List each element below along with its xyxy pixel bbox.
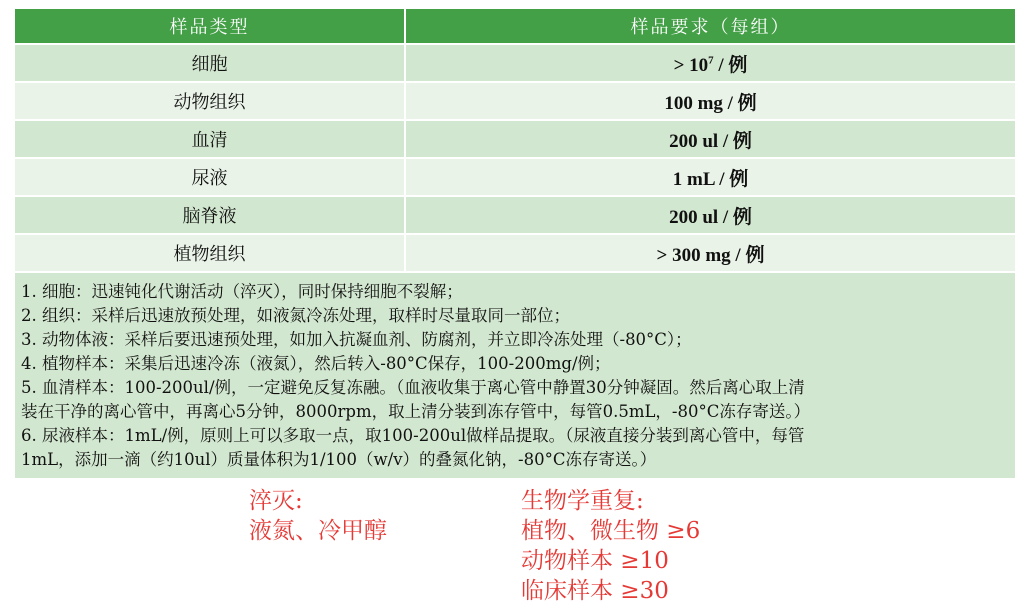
quench-item: 液氮、冷甲醇 <box>249 518 387 544</box>
table-header-row <box>15 9 1015 44</box>
sample-type-cell: 动物组织 <box>15 82 405 120</box>
sample-requirements-sheet <box>15 9 1015 478</box>
sample-notes <box>15 271 1015 478</box>
requirement-cell <box>405 44 1015 82</box>
note-line: 6. 尿液样本：1mL/例，原则上可以多取一点，取100-200ul做样品提取。（尿液直接分装到离心管中，每管 <box>21 426 805 445</box>
requirement-cell: 100 mg / 例 <box>405 82 1015 120</box>
column-header-sample-requirement: 样品要求（每组） <box>405 9 1015 44</box>
sample-type-cell: 植物组织 <box>15 234 405 271</box>
bio-rep-item: 动物样本 ≥10 <box>521 548 669 574</box>
note-line: 装在干净的离心管中，再离心5分钟，8000rpm，取上清分装到冻存管中，每管0.5mL，-80°C冻存寄送。） <box>21 402 811 421</box>
bio-rep-item: 临床样本 ≥30 <box>521 578 669 604</box>
table-row <box>15 196 1015 234</box>
requirement-cell: 200 ul / 例 <box>405 196 1015 234</box>
table-row <box>15 158 1015 196</box>
sample-requirements-table <box>15 9 1015 271</box>
column-header-sample-type: 样品类型 <box>15 9 405 44</box>
requirement-cell: 200 ul / 例 <box>405 120 1015 158</box>
sample-type-cell: 血清 <box>15 120 405 158</box>
quench-callout <box>249 486 387 546</box>
sample-type-cell: 尿液 <box>15 158 405 196</box>
table-row <box>15 44 1015 82</box>
note-line: 5. 血清样本：100-200ul/例，一定避免反复冻融。（血液收集于离心管中静置30分钟凝固。然后离心取上清 <box>21 378 805 397</box>
requirement-exponent: 7 <box>708 54 714 67</box>
note-line: 2. 组织：采样后迅速放预处理，如液氮冷冻处理，取样时尽量取同一部位； <box>21 306 570 325</box>
note-line: 1. 细胞：迅速钝化代谢活动（淬灭），同时保持细胞不裂解； <box>21 282 463 301</box>
sample-type-cell: 细胞 <box>15 44 405 82</box>
table-row <box>15 120 1015 158</box>
table-row <box>15 234 1015 271</box>
requirement-cell: > 300 mg / 例 <box>405 234 1015 271</box>
note-line: 3. 动物体液：采样后要迅速预处理，如加入抗凝血剂、防腐剂，并立即冷冻处理（-80°C）； <box>21 330 692 349</box>
requirement-cell: 1 mL / 例 <box>405 158 1015 196</box>
bio-rep-title: 生物学重复: <box>521 488 644 514</box>
sample-type-cell: 脑脊液 <box>15 196 405 234</box>
note-line: 4. 植物样本：采集后迅速冷冻（液氮），然后转入-80°C保存，100-200mg/例； <box>21 354 611 373</box>
note-line: 1mL，添加一滴（约10ul）质量体积为1/100（w/v）的叠氮化钠，-80°C冻存寄送。） <box>21 450 657 469</box>
table-row <box>15 82 1015 120</box>
bio-rep-item: 植物、微生物 ≥6 <box>521 518 701 544</box>
biological-replicate-callout <box>521 486 700 606</box>
requirement-unit: / 例 <box>713 54 748 76</box>
quench-title: 淬灭: <box>249 488 303 514</box>
requirement-value: > 10 <box>673 54 709 76</box>
